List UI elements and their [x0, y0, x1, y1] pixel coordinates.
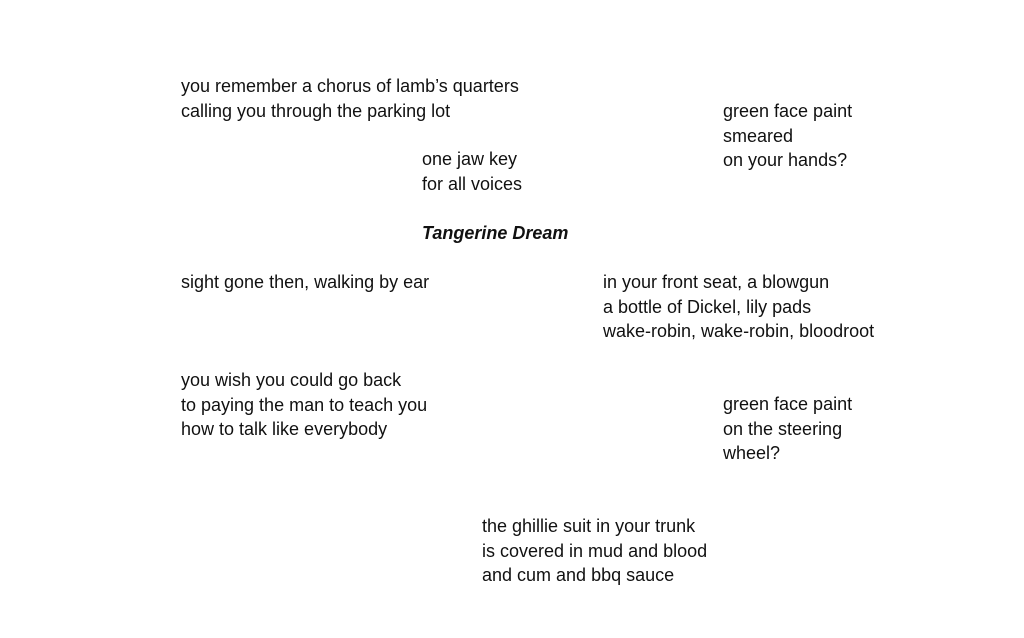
poem-line: one jaw key — [422, 149, 518, 169]
stanza-sight-gone — [181, 270, 429, 295]
poem-line: a bottle of Dickel, lily pads — [603, 296, 812, 317]
poem-line: wheel? — [723, 443, 781, 463]
poem-line: how to talk like everybody — [181, 419, 388, 439]
stanza-ghillie-suit — [482, 514, 707, 588]
poem-line: calling you through the parking lot — [181, 100, 451, 121]
poem-line: for all voices — [422, 173, 523, 194]
poem-title-block — [422, 221, 568, 246]
stanza-green-face-paint-wheel — [723, 392, 852, 466]
poem-line: on your hands? — [723, 150, 848, 170]
poem-line: you wish you could go back — [181, 370, 402, 390]
stanza-green-face-paint-hands — [723, 99, 852, 173]
poem-line: smeared — [723, 125, 794, 146]
poem-line: the ghillie suit in your trunk — [482, 516, 696, 536]
poem-line: green face paint — [723, 394, 853, 414]
poem-line: in your front seat, a blowgun — [603, 272, 830, 292]
poem-line: and cum and bbq sauce — [482, 565, 675, 585]
stanza-lambs-quarters — [181, 74, 519, 123]
poem-line: to paying the man to teach you — [181, 394, 428, 415]
poem-line: is covered in mud and blood — [482, 540, 708, 561]
poem-title: Tangerine Dream — [422, 223, 569, 243]
poem-line: wake-robin, wake-robin, bloodroot — [603, 321, 875, 341]
poem-line: sight gone then, walking by ear — [181, 272, 430, 292]
poem-line: green face paint — [723, 101, 853, 121]
stanza-go-back — [181, 368, 427, 442]
poem-line: you remember a chorus of lamb’s quarters — [181, 76, 519, 96]
stanza-front-seat — [603, 270, 874, 344]
stanza-jaw-key — [422, 147, 522, 196]
poem-line: on the steering — [723, 418, 843, 439]
